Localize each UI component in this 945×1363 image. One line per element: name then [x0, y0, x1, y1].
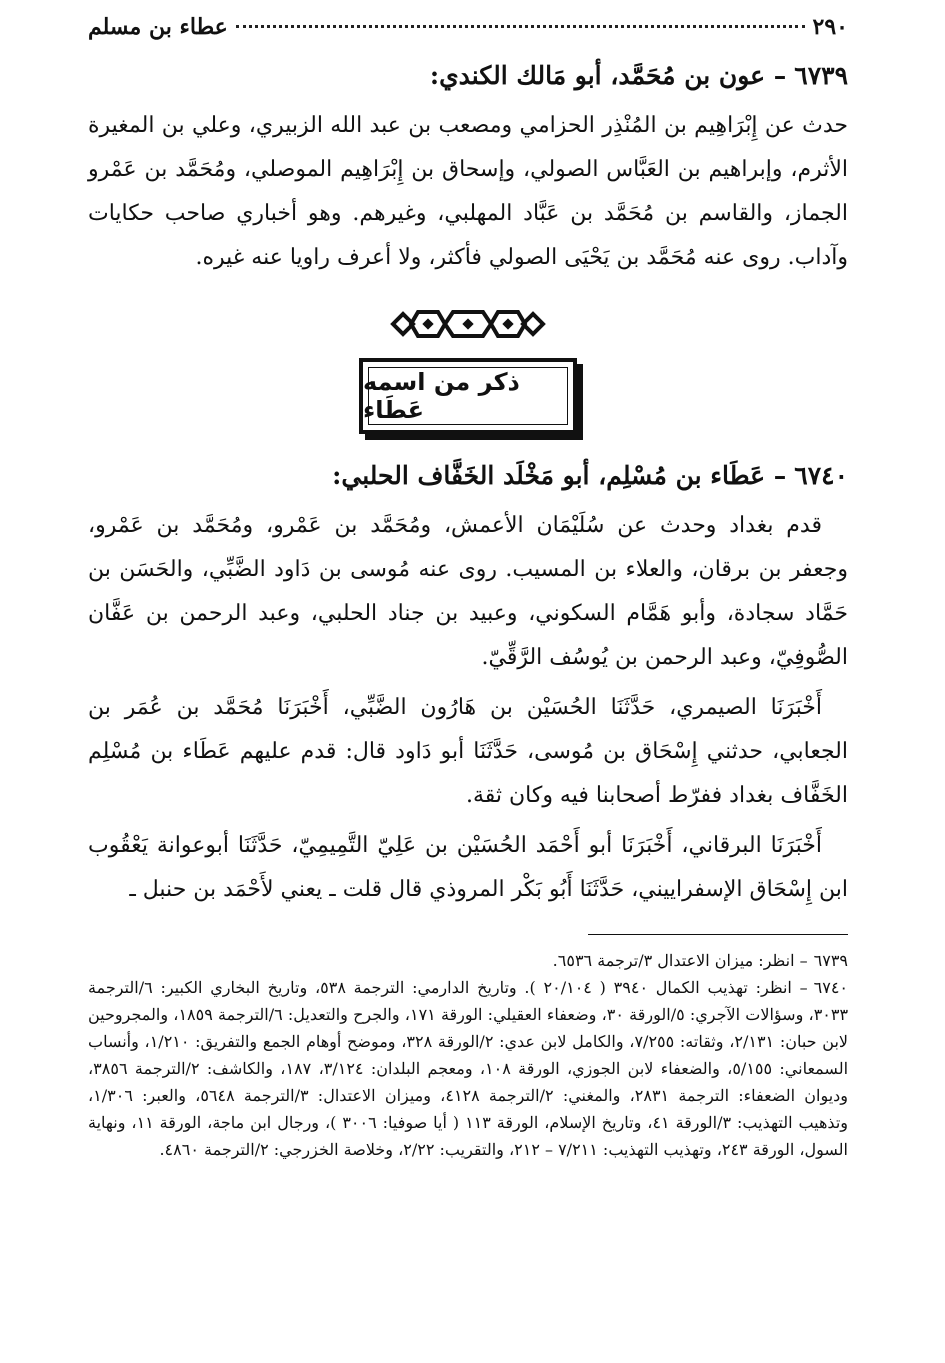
section-heading: ذكر من اسمه عَطَاء	[363, 368, 520, 424]
footnote-number: ٦٧٤٠	[813, 978, 849, 997]
footnote-text: – انظر: تهذيب الكمال ٣٩٤٠ ( ٢٠/١٠٤ ). وتاريخ الدارمي: الترجمة ٥٣٨، وتاريخ البخاري الكبير: ٦/الترجمة ٣٠٣٣، وسؤالات الآجري: ٥/الورقة ٣٠، وضعفاء العقيلي: الورقة ١٧١، والجرح والتعديل: ٦/الترجمة ١٨٥٩، والمجروحين لابن حبان: ٢/١٣١، وثقاته: ٧/٢٥٥، والكامل لابن عدي: ٢/الورقة ٣٢٨، وموضح أوهام الجمع والتفريق: ١/٢١٠، وأنساب السمعاني: ٥/١٥٥، والضعفاء لابن الجوزي، الورقة ١٠٨، ومعجم البلدان: ٣/١٢٤، ١٨٧، والكاشف: ٢/الترجمة ٣٨٥٦، وديوان الضعفاء: الترجمة ٢٨٣١، والمغني: ٢/الترجمة ٤١٢٨، وميزان الاعتدال: ٣/الترجمة ٥٦٤٨، والعبر: ١/٣٠٦، وتذهيب التهذيب: ٣/الورقة ٤١، وتاريخ الإسلام، الورقة ١١٣ ( أيا صوفيا: ٣٠٠٦ )، ورجال ابن ماجة، الورقة ١١، ونهاية السول، الورقة ٢٤٣، وتهذيب التهذيب: ٧/٢١١ – ٢١٢، والتقريب: ٢/٢٢، وخلاصة الخزرجي: ٢/الترجمة ٤٨٦٠.	[88, 978, 849, 1159]
entry-paragraph: أَخْبَرَنَا الصيمري، حَدَّثَنَا الحُسَيْن بن هَارُون الضَّبِّي، أَخْبَرَنَا مُحَمَّد بن عُمَر بن الجعابي، حدثني إِسْحَاق بن مُوسى، حَدَّثَنَا أبو دَاود قال: قدم عليهم عَطَاء بن مُسْلِم الخَفَّاف بغداد ففرّط أصحابنا فيه وكان ثقة.	[88, 695, 848, 808]
entry-paragraph: حدث عن إِبْرَاهِيم بن المُنْذِر الحزامي ومصعب بن عبد الله الزبيري، وعلي بن المغيرة الأثرم، وإبراهيم بن العَبَّاس الصولي، وإسحاق بن إِبْرَاهِيم الموصلي، ومُحَمَّد بن عَمْرو الجماز، والقاسم بن مُحَمَّد بن عَبَّاد المهلبي، وغيرهم. وهو أخباري صاحب حكايات وآداب. روى عنه مُحَمَّد بن يَحْيَى الصولي فأكثر، ولا أعرف راويا عنه غيره.	[88, 113, 848, 270]
book-page	[88, 14, 848, 1163]
section-heading-box	[359, 358, 577, 434]
footnote	[88, 947, 848, 974]
ornament-divider-icon	[383, 304, 553, 344]
header-dotted-leader	[236, 25, 805, 28]
page-number: ٢٩٠	[812, 14, 848, 40]
entry-number: ٦٧٤٠	[794, 461, 848, 490]
footnotes	[88, 947, 848, 1163]
ornament-divider	[88, 304, 848, 344]
running-title: عطاء بن مسلم	[88, 14, 228, 40]
entry-title: – عَطَاء بن مُسْلِم، أبو مَخْلَد الخَفَّاف الحلبي:	[332, 461, 787, 490]
entry-paragraph: أَخْبَرَنَا البرقاني، أَخْبَرَنَا أبو أَحْمَد الحُسَيْن بن عَلِيّ التَّمِيمِيّ، حَدَّثَنَا أبوعوانة يَعْقُوب ابن إِسْحَاق الإسفراييني، حَدَّثَنَا أَبُو بَكْر المروذي قال قلت ـ يعني لأَحْمَد بن حنبل ـ	[88, 833, 848, 902]
entry-title: – عون بن مُحَمَّد، أبو مَالك الكندي:	[429, 61, 787, 90]
entry-paragraph: قدم بغداد وحدث عن سُلَيْمَان الأعمش، ومُحَمَّد بن عَمْرو، ومُحَمَّد بن عَمْرو، وجعفر بن برقان، والعلاء بن المسيب. روى عنه مُوسى بن دَاود الضَّبِّي، والحَسَن بن حَمَّاد سجادة، وأبو هَمَّام السكوني، وعبيد بن جناد الحلبي، وعبد الرحمن بن عَفَّان الصُّوفِيّ، وعبد الرحمن بن يُوسُف الرَّقِّيّ.	[88, 513, 848, 670]
entry-number: ٦٧٣٩	[794, 61, 848, 90]
page-header	[88, 14, 848, 46]
entry-heading-6739	[88, 54, 848, 98]
footnote-number: ٦٧٣٩	[813, 951, 848, 970]
entry-heading-6740	[88, 454, 848, 498]
footnote-separator	[588, 934, 848, 935]
footnote	[88, 974, 848, 1163]
footnote-text: – انظر: ميزان الاعتدال ٣/ترجمة ٦٥٣٦.	[552, 951, 808, 970]
